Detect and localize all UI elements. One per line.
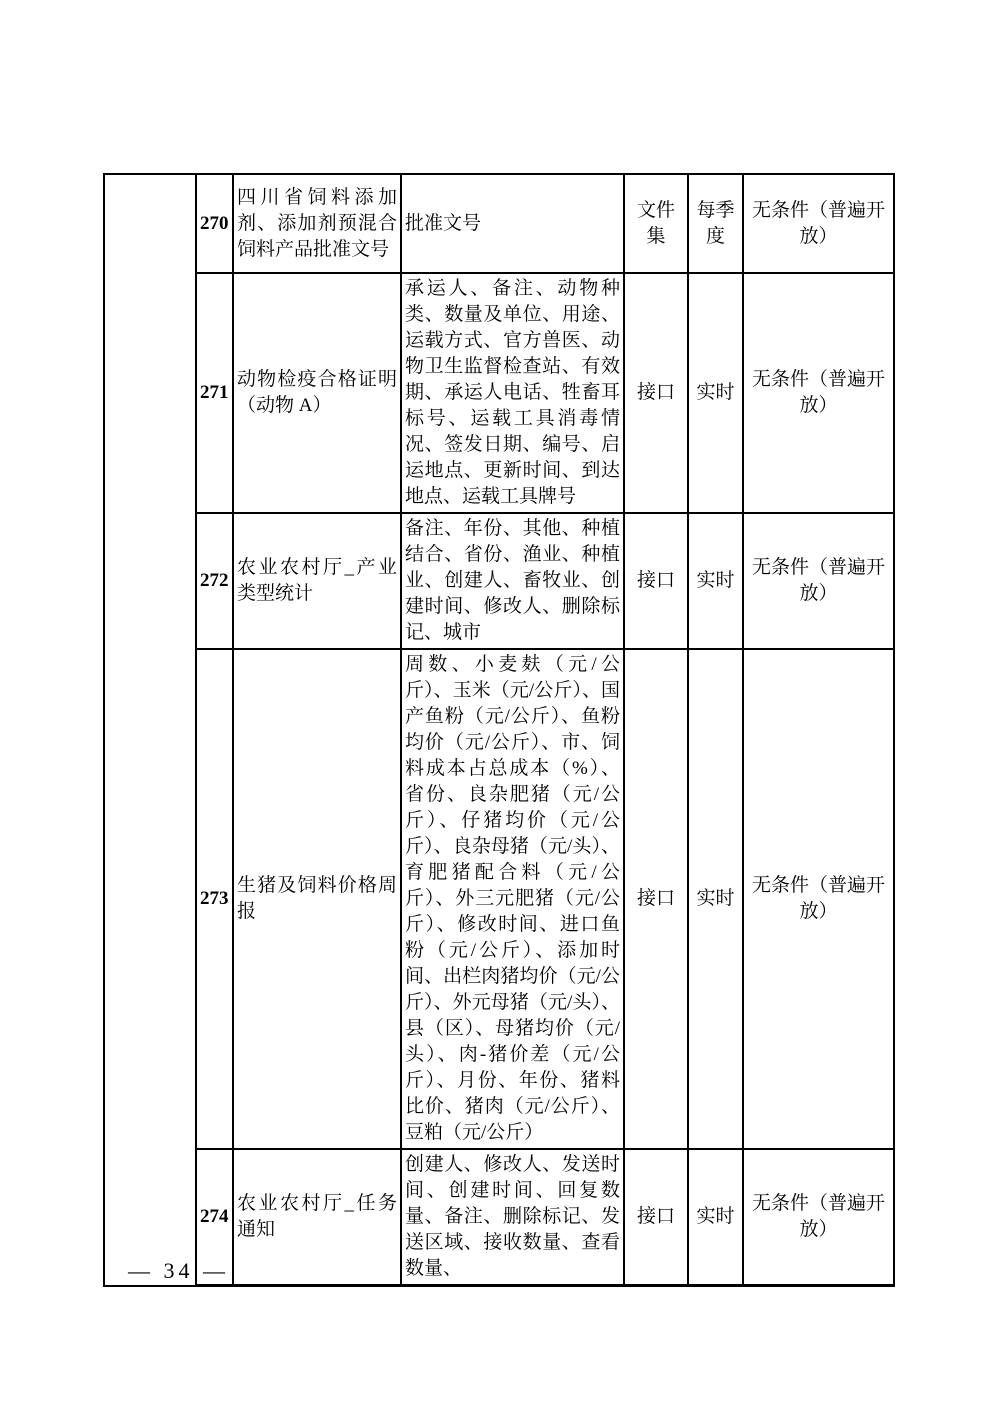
table-row — [104, 513, 894, 649]
resource-type-cell: 文件集 — [624, 174, 688, 273]
open-condition-cell: 无条件（普遍开放） — [743, 174, 894, 273]
row-number-cell: 272 — [196, 513, 233, 649]
resource-type-cell: 接口 — [624, 1149, 688, 1286]
table-row — [104, 273, 894, 513]
table-row — [104, 649, 894, 1149]
resource-name-cell: 动物检疫合格证明（动物 A） — [233, 273, 401, 513]
fields-cell: 承运人、备注、动物种类、数量及单位、用途、运载方式、官方兽医、动物卫生监督检查站、有效期、承运人电话、牲畜耳标号、运载工具消毒情况、签发日期、编号、启运地点、更新时间、到达地点、运载工具牌号 — [401, 273, 624, 513]
open-condition-cell: 无条件（普遍开放） — [743, 1149, 894, 1286]
open-condition-cell: 无条件（普遍开放） — [743, 513, 894, 649]
fields-cell: 备注、年份、其他、种植结合、省份、渔业、种植业、创建人、畜牧业、创建时间、修改人、删除标记、城市 — [401, 513, 624, 649]
row-number-cell: 274 — [196, 1149, 233, 1286]
resource-type-cell: 接口 — [624, 513, 688, 649]
update-frequency-cell: 实时 — [688, 513, 743, 649]
resource-type-cell: 接口 — [624, 273, 688, 513]
fields-cell: 创建人、修改人、发送时间、创建时间、回复数量、备注、删除标记、发送区域、接收数量、查看数量、 — [401, 1149, 624, 1286]
update-frequency-cell: 每季度 — [688, 174, 743, 273]
page-number: — 34 — — [128, 1258, 229, 1283]
fields-cell: 周数、小麦麸（元/公斤）、玉米（元/公斤）、国产鱼粉（元/公斤）、鱼粉均价（元/公斤）、市、饲料成本占总成本（%）、省份、良杂肥猪（元/公斤）、仔猪均价（元/公斤）、良杂母猪（元/头）、育肥猪配合料（元/公斤）、外三元肥猪（元/公斤）、修改时间、进口鱼粉（元/公斤）、添加时间、出栏肉猪均价（元/公斤）、外元母猪（元/头）、县（区）、母猪均价（元/头）、肉-猪价差（元/公斤）、月份、年份、猪料比价、猪肉（元/公斤）、豆粕（元/公斤） — [401, 649, 624, 1149]
resource-name-cell: 农业农村厅_任务通知 — [233, 1149, 401, 1286]
open-condition-cell: 无条件（普遍开放） — [743, 649, 894, 1149]
update-frequency-cell: 实时 — [688, 273, 743, 513]
resource-name-cell: 四川省饲料添加剂、添加剂预混合饲料产品批准文号 — [233, 174, 401, 273]
fields-cell: 批准文号 — [401, 174, 624, 273]
open-condition-cell: 无条件（普遍开放） — [743, 273, 894, 513]
resource-type-cell: 接口 — [624, 649, 688, 1149]
resource-name-cell: 农业农村厅_产业类型统计 — [233, 513, 401, 649]
row-number-cell: 273 — [196, 649, 233, 1149]
open-data-catalog-table — [103, 173, 895, 1287]
row-number-cell: 270 — [196, 174, 233, 273]
update-frequency-cell: 实时 — [688, 649, 743, 1149]
resource-name-cell: 生猪及饲料价格周报 — [233, 649, 401, 1149]
update-frequency-cell: 实时 — [688, 1149, 743, 1286]
row-number-cell: 271 — [196, 273, 233, 513]
table-row — [104, 174, 894, 273]
category-cell — [104, 174, 196, 1286]
